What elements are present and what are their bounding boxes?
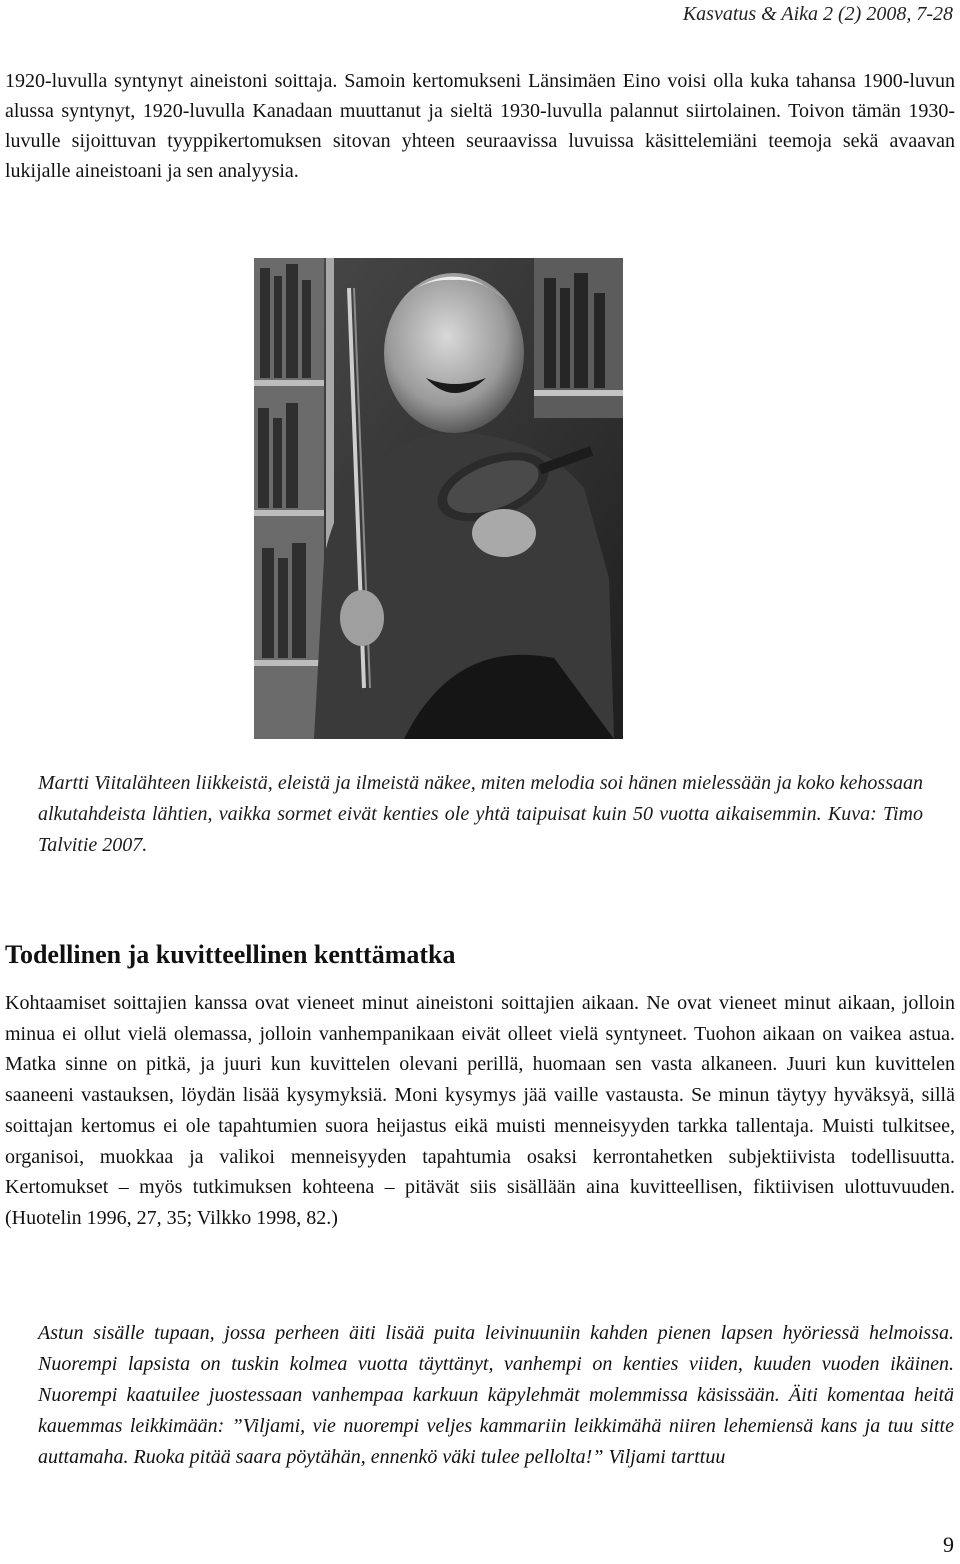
figure-caption: Martti Viitalähteen liikkeistä, eleistä ja ilmeistä näkee, miten melodia soi hänen mielessään ja koko kehossaan alkutahdeista lähtien, vaikka sormet eivät kenties ole yhtä taipuisat kuin 50 vuotta aikaisemmin. Kuva: Timo Talvitie 2007. xyxy=(38,772,923,856)
intro-paragraph: 1920-luvulla syntynyt aineistoni soittaja. Samoin kertomukseni Länsimäen Eino voisi olla kuka tahansa 1900-luvun alussa syntynyt, 1920-luvulla Kanadaan muuttanut ja sieltä 1930-luvulla palannut siirtolainen. Toivon tämän 1930-luvulle sijoittuvan tyyppikertomuksen sitovan yhteen seuraavissa luvuissa käsittelemiäni teemoja sekä avaavan lukijalle aineistoani ja sen analyysia. xyxy=(5,70,955,182)
section-heading: Todellinen ja kuvitteellinen kenttämatka xyxy=(5,940,456,969)
page-number: 9 xyxy=(943,1532,954,1557)
narrative-vignette: Astun sisälle tupaan, jossa perheen äiti lisää puita leivinuuniin kahden pienen lapsen hyöriessä helmoissa. Nuorempi lapsista on tuskin kolmea vuotta täyttänyt, vanhempi on kenties viiden, kuuden vuoden ikäinen. Nuorempi kaatuilee juostessaan vanhempaa karkuun käpylehmät molemmissa käsissään. Äiti komentaa heitä kauemmas leikkimään: ”Viljami, vie nuorempi veljes kammariin leikkimähä niiren lehemiensä kans ja tuu sitte auttamaha. Ruoka pitää saara pöytähän, ennenkö väki tulee pellolta!” Viljami tarttuu xyxy=(38,1322,954,1468)
running-head: Kasvatus & Aika 2 (2) 2008, 7-28 xyxy=(682,3,953,25)
photo-fiddler xyxy=(254,258,623,739)
body-paragraph: Kohtaamiset soittajien kanssa ovat vieneet minut aineistoni soittajien aikaan. Ne ovat vieneet minut aikaan, jolloin minua ei ollut vielä olemassa, jolloin vanhempanikaan eivät olleet vielä syntyneet. Tuohon aikaan on vaikea astua. Matka sinne on pitkä, ja juuri kun kuvittelen olevani perillä, huomaan sen vasta alkaneen. Juuri kun kuvittelen saaneeni vastauksen, löydän lisää kysymyksiä. Moni kysymys jää vaille vastausta. Se minun täytyy hyväksyä, sillä soittajan kertomus ei ole tapahtumien suora heijastus eikä muisti menneisyyden tarkka tallentaja. Muisti tulkitsee, organisoi, muokkaa ja valikoi menneisyyden tapahtumia osaksi kerrontahetken subjektiivista todellisuutta. Kertomukset – myös tutkimuksen kohteena – pitävät siis sisällään aina kuvitteellisen, fiktiivisen ulottuvuuden. (Huotelin 1996, 27, 35; Vilkko 1998, 82.) xyxy=(5,992,955,1229)
